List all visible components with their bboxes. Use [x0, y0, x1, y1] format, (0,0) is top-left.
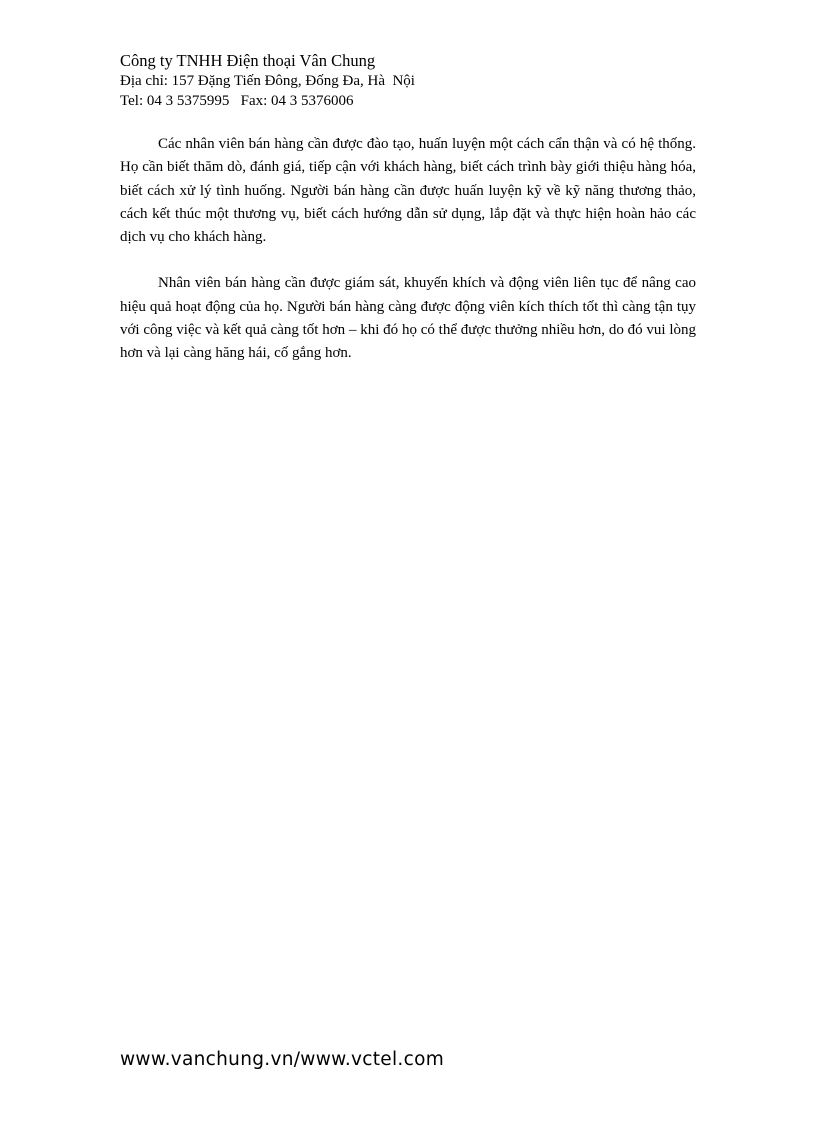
- footer-website: www.vanchung.vn/www.vctel.com: [120, 1049, 445, 1070]
- document-body: [120, 133, 696, 389]
- paragraph-training: Các nhân viên bán hàng cần được đào tạo, huấn luyện một cách cẩn thận và có hệ thống. Họ cần biết thăm dò, đánh giá, tiếp cận với khách hàng, biết cách trình bày giới thiệu hàng hóa, biết cách xử lý tình huống. Người bán hàng cần được huấn luyện kỹ về kỹ năng thương thảo, cách kết thúc một thương vụ, biết cách hướng dẫn sử dụng, lắp đặt và thực hiện hoàn hảo các dịch vụ cho khách hàng.: [120, 136, 696, 246]
- company-address: Địa chỉ: 157 Đặng Tiến Đông, Đống Đa, Hà Nội: [120, 73, 415, 89]
- company-contact: Tel: 04 3 5375995 Fax: 04 3 5376006: [120, 93, 354, 109]
- letterhead: [120, 51, 415, 111]
- company-name: Công ty TNHH Điện thoại Vân Chung: [120, 51, 376, 70]
- paragraph-motivation: Nhân viên bán hàng cần được giám sát, khuyến khích và động viên liên tục để nâng cao hiệu quả hoạt động của họ. Người bán hàng càng được động viên kích thích tốt thì càng tận tụy với công việc và kết quả càng tốt hơn – khi đó họ có thể được thưởng nhiều hơn, do đó vui lòng hơn và lại càng hăng hái, cố gắng hơn.: [120, 275, 696, 362]
